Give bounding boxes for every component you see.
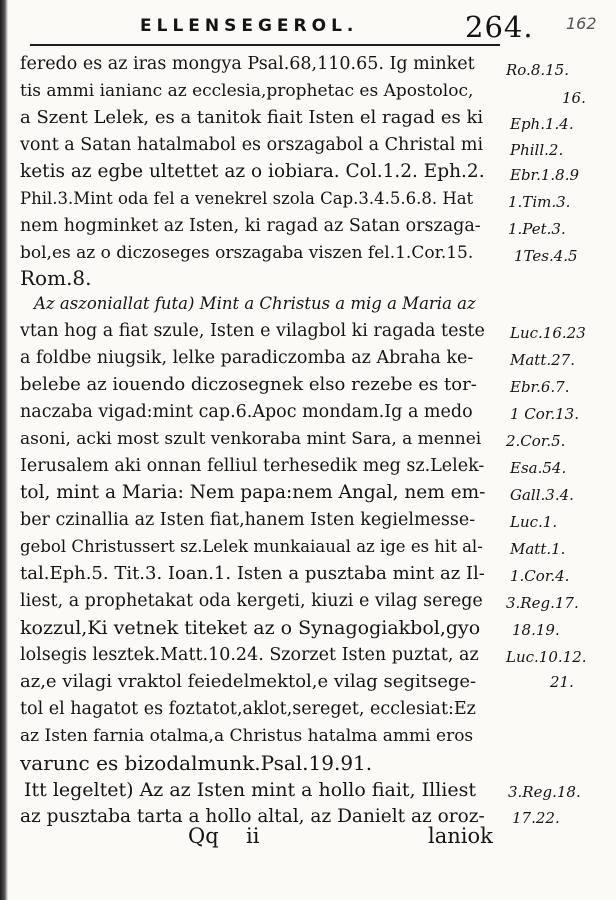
- margin-note: 16.: [562, 89, 586, 107]
- margin-note: 18.19.: [512, 621, 560, 639]
- text-line: az Isten farnia otalma,a Christus hatalma ammi eros: [20, 726, 474, 746]
- catchword: laniok: [428, 824, 493, 848]
- text-line: vtan hog a fiat szule, Isten e vilagbol ki ragada teste: [20, 321, 485, 341]
- text-line: az pusztaba tarta a hollo altal, az Danielt az oroz-: [20, 806, 485, 827]
- margin-note: Eph.1.4.: [510, 115, 574, 133]
- text-line: Rom.8.: [20, 266, 92, 290]
- text-line: tol el hagatot es foztatot,aklot,sereget, ecclesiat:Ez: [20, 699, 476, 719]
- running-title: ELLENSEGEROL.: [140, 16, 359, 36]
- text-line: feredo es az iras mongya Psal.68,110.65. Ig minket: [20, 54, 475, 74]
- text-line: lolsegis lesztek.Matt.10.24. Szorzet Isten puztat, az: [20, 645, 479, 665]
- margin-note: Phill.2.: [510, 141, 564, 159]
- margin-note: 1 Cor.13.: [510, 405, 579, 423]
- margin-note: Luc.16.23: [510, 324, 586, 342]
- text-line: Az aszoniallat futa) Mint a Christus a mig a Maria az: [34, 294, 476, 313]
- margin-note: 1.Tim.3.: [508, 193, 571, 211]
- text-line: vont a Satan hatalmabol es orszagabol a Christal mi: [20, 135, 484, 155]
- text-line: Phil.3.Mint oda fel a venekrel szola Cap.3.4.5.6.8. Hat: [20, 189, 474, 208]
- margin-note: Ebr.1.8.9: [510, 166, 580, 184]
- margin-note: 3.Reg.18.: [508, 783, 581, 801]
- text-line: nem hogminket az Isten, ki ragad az Satan orszaga-: [20, 216, 481, 236]
- margin-note: 1Tes.4.5: [514, 247, 578, 265]
- margin-note: Ro.8.15.: [506, 61, 569, 79]
- text-line: az,e vilagi vraktol feiedelmektol,e vilag segitsege-: [20, 671, 477, 692]
- signature-mark: Qq: [188, 824, 219, 848]
- text-line: naczaba vigad:mint cap.6.Apoc mondam.Ig a medo: [20, 402, 473, 422]
- text-line: tol, mint a Maria: Nem papa:nem Angal, nem em-: [20, 482, 486, 503]
- text-line: Ierusalem aki onnan felliul terhesedik meg sz.Lelek-: [20, 456, 485, 476]
- page-binding-shadow: [0, 0, 8, 900]
- text-line: tal.Eph.5. Tit.3. Ioan.1. Isten a pusztaba mint az Il-: [20, 563, 485, 584]
- margin-note: Matt.1.: [510, 540, 566, 558]
- margin-note: 2.Cor.5.: [506, 432, 566, 450]
- margin-note: Ebr.6.7.: [510, 378, 570, 396]
- text-line: kozzul,Ki vetnek titeket az o Synagogiakbol,gyo: [20, 617, 481, 639]
- header-rule: [30, 44, 500, 46]
- margin-note: 1.Pet.3.: [508, 220, 566, 238]
- text-line: bol,es az o diczoseges orszagaba viszen fel.1.Cor.15.: [20, 243, 474, 263]
- text-line: tis ammi ianianc az ecclesia,prophetac es Apostoloc,: [20, 81, 474, 101]
- margin-note: Gall.3.4.: [510, 486, 574, 504]
- text-line: a Szent Lelek, es a tanitok fiait Isten el ragad es ki: [20, 107, 484, 128]
- text-line: ketis az egbe ultettet az o iobiara. Col.1.2. Eph.2.: [20, 161, 485, 182]
- text-line: ber czinallia az Isten fiat,hanem Isten kegielmesse-: [20, 510, 476, 530]
- text-line: liest, a prophetakat oda kergeti, kiuzi e vilag serege: [20, 591, 483, 611]
- margin-note: Luc.10.12.: [506, 648, 587, 666]
- pencil-annotation: 162: [566, 14, 597, 33]
- text-line: Itt legeltet) Az az Isten mint a hollo fiait, Illiest: [24, 779, 476, 801]
- margin-note: 1.Cor.4.: [510, 567, 570, 585]
- margin-note: Luc.1.: [510, 513, 558, 531]
- text-line: a foldbe niugsik, lelke paradiczomba az Abraha ke-: [20, 348, 474, 368]
- margin-note: 3.Reg.17.: [506, 594, 579, 612]
- margin-note: Matt.27.: [510, 351, 575, 369]
- text-line: asoni, acki most szult venkoraba mint Sara, a mennei: [20, 429, 482, 449]
- text-line: gebol Christussert sz.Lelek munkaiaual az ige es hit al-: [20, 537, 483, 556]
- page-header: [100, 6, 534, 44]
- margin-note: Esa.54.: [510, 459, 567, 477]
- text-line: varunc es bizodalmunk.Psal.19.91.: [20, 751, 373, 775]
- margin-note: 21.: [550, 673, 574, 691]
- margin-note: 17.22.: [512, 809, 560, 827]
- text-line: belebe az iouendo diczosegnek elso rezebe es tor-: [20, 374, 477, 395]
- page-number: 264.: [465, 10, 534, 44]
- signature-numeral: ii: [246, 824, 260, 848]
